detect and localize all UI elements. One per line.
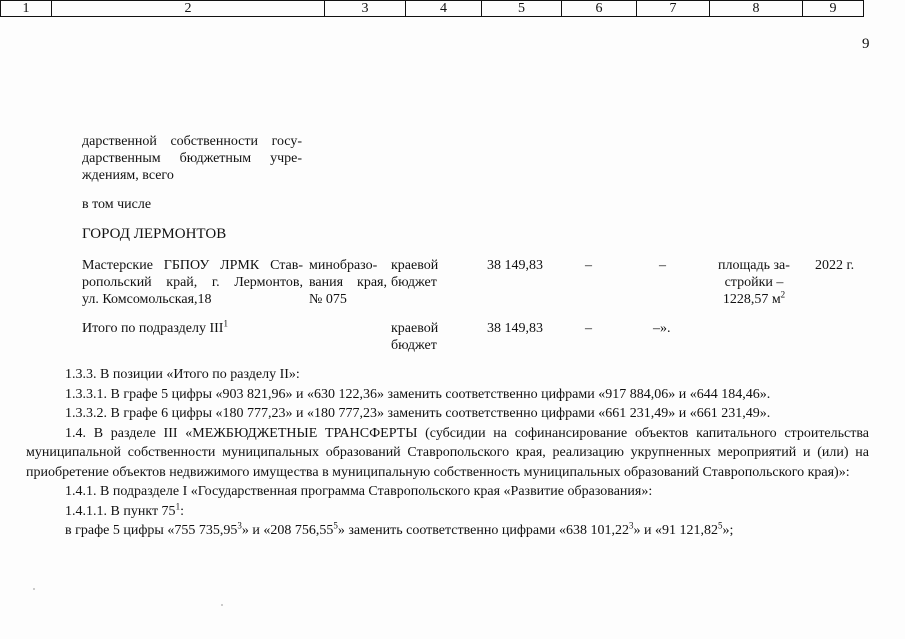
budget-source — [391, 257, 461, 291]
column-number-5: 5 — [482, 1, 562, 17]
replace-text-e: »; — [722, 523, 734, 538]
column-number-8: 8 — [710, 1, 803, 17]
paragraph-1-4-1-1-tail: : — [180, 503, 184, 519]
amendment-paragraphs — [26, 365, 869, 541]
subtotal-col7: –». — [653, 321, 671, 336]
amount-col7: – — [659, 258, 666, 273]
scan-speck — [221, 604, 223, 606]
footnote-sup: 5 — [718, 520, 723, 531]
budget-line: бюджет — [391, 338, 437, 353]
object-name — [82, 257, 303, 308]
subtotal-col6: – — [585, 321, 592, 336]
subtotal-label — [82, 320, 228, 337]
paragraph-1-3-3-1: 1.3.3.1. В графе 5 цифры «903 821,96» и «630 122,36» заменить соответственно цифрами «917 884,06» и «644 184,46». — [65, 386, 771, 402]
column-number-3: 3 — [325, 1, 406, 17]
area-description — [705, 257, 803, 308]
column-number-9: 9 — [803, 1, 864, 17]
area-unit-sup: 2 — [780, 289, 786, 300]
replace-text-d: » и «91 121,82 — [633, 523, 718, 538]
authority-line: минобразо- — [309, 258, 378, 273]
area-line: площадь за- — [718, 258, 790, 273]
budget-line: краевой — [391, 258, 439, 273]
paragraph-1-4-1-1-text: 1.4.1.1. В пункт 75 — [65, 503, 176, 519]
amount-col6: – — [585, 258, 592, 273]
continuation-line: дарственным бюджетным учре- — [82, 151, 302, 166]
continuation-text — [82, 133, 302, 184]
area-value: 1228,57 м — [722, 292, 781, 307]
footnote-sup: 3 — [629, 520, 634, 531]
page-number: 9 — [862, 36, 870, 52]
replace-text-c: » заменить соответственно цифрами «638 101,22 — [337, 523, 629, 538]
column-number-1: 1 — [1, 1, 52, 17]
continuation-line: дарственной собственности госу- — [82, 134, 302, 149]
paragraph-1-3-3-2: 1.3.3.2. В графе 6 цифры «180 777,23» и «180 777,23» заменить соответственно цифрами «661 231,49» и «661 231,49». — [65, 406, 771, 421]
responsible-authority — [309, 257, 387, 308]
column-number-6: 6 — [562, 1, 637, 17]
amount-col5: 38 149,83 — [487, 258, 543, 273]
area-line: стройки – — [724, 275, 784, 290]
paragraph-1-4-1: 1.4.1. В подразделе I «Государственная программа Ставропольского края «Развитие образования»: — [65, 484, 653, 499]
footnote-sup: 3 — [237, 520, 242, 531]
column-number-row — [0, 0, 864, 17]
footnote-sup: 1 — [175, 500, 181, 511]
paragraph-1-3-3: 1.3.3. В позиции «Итого по разделу II»: — [65, 367, 300, 382]
column-number-4: 4 — [406, 1, 482, 17]
column-number-7: 7 — [637, 1, 710, 17]
paragraph-1-4-1-1 — [57, 502, 869, 522]
in-that-number-label: в том числе — [82, 197, 152, 212]
subtotal-col5: 38 149,83 — [487, 321, 543, 336]
subtotal-sup: 1 — [223, 318, 228, 329]
year: 2022 г. — [815, 258, 855, 273]
paragraph-column5-replacement — [57, 521, 869, 541]
budget-line: краевой — [391, 321, 439, 336]
footnote-sup: 5 — [333, 520, 338, 531]
paragraph-1-4: 1.4. В разделе III «МЕЖБЮДЖЕТНЫЕ ТРАНСФЕРТЫ (субсидии на софинансирование объектов капитального строительства муниципальной собственности муниципальных образований Ставропольского края, реализацию укрупненных мероприятий и (или) на приобретение объектов недвижимого имущества в муниципальную собственность муниципальных образований Ставропольского края)»: — [26, 425, 869, 480]
continuation-line: ждениям, всего — [82, 168, 174, 183]
authority-line: № 075 — [309, 292, 347, 307]
city-heading: ГОРОД ЛЕРМОНТОВ — [82, 226, 227, 242]
scan-speck — [33, 588, 35, 590]
object-name-line: Мастерские ГБПОУ ЛРМК Став- — [82, 258, 303, 273]
object-name-line: ропольский край, г. Лермонтов, — [82, 275, 303, 290]
object-name-line: ул. Комсомольская,18 — [82, 292, 212, 307]
replace-text-a: в графе 5 цифры «755 735,95 — [65, 523, 238, 538]
column-number-2: 2 — [52, 1, 325, 17]
area-line — [705, 291, 803, 308]
budget-line: бюджет — [391, 275, 437, 290]
authority-line: вания края, — [309, 275, 387, 290]
subtotal-budget — [391, 320, 461, 354]
replace-text-b: » и «208 756,55 — [241, 523, 334, 538]
subtotal-text: Итого по подразделу III — [82, 321, 224, 336]
